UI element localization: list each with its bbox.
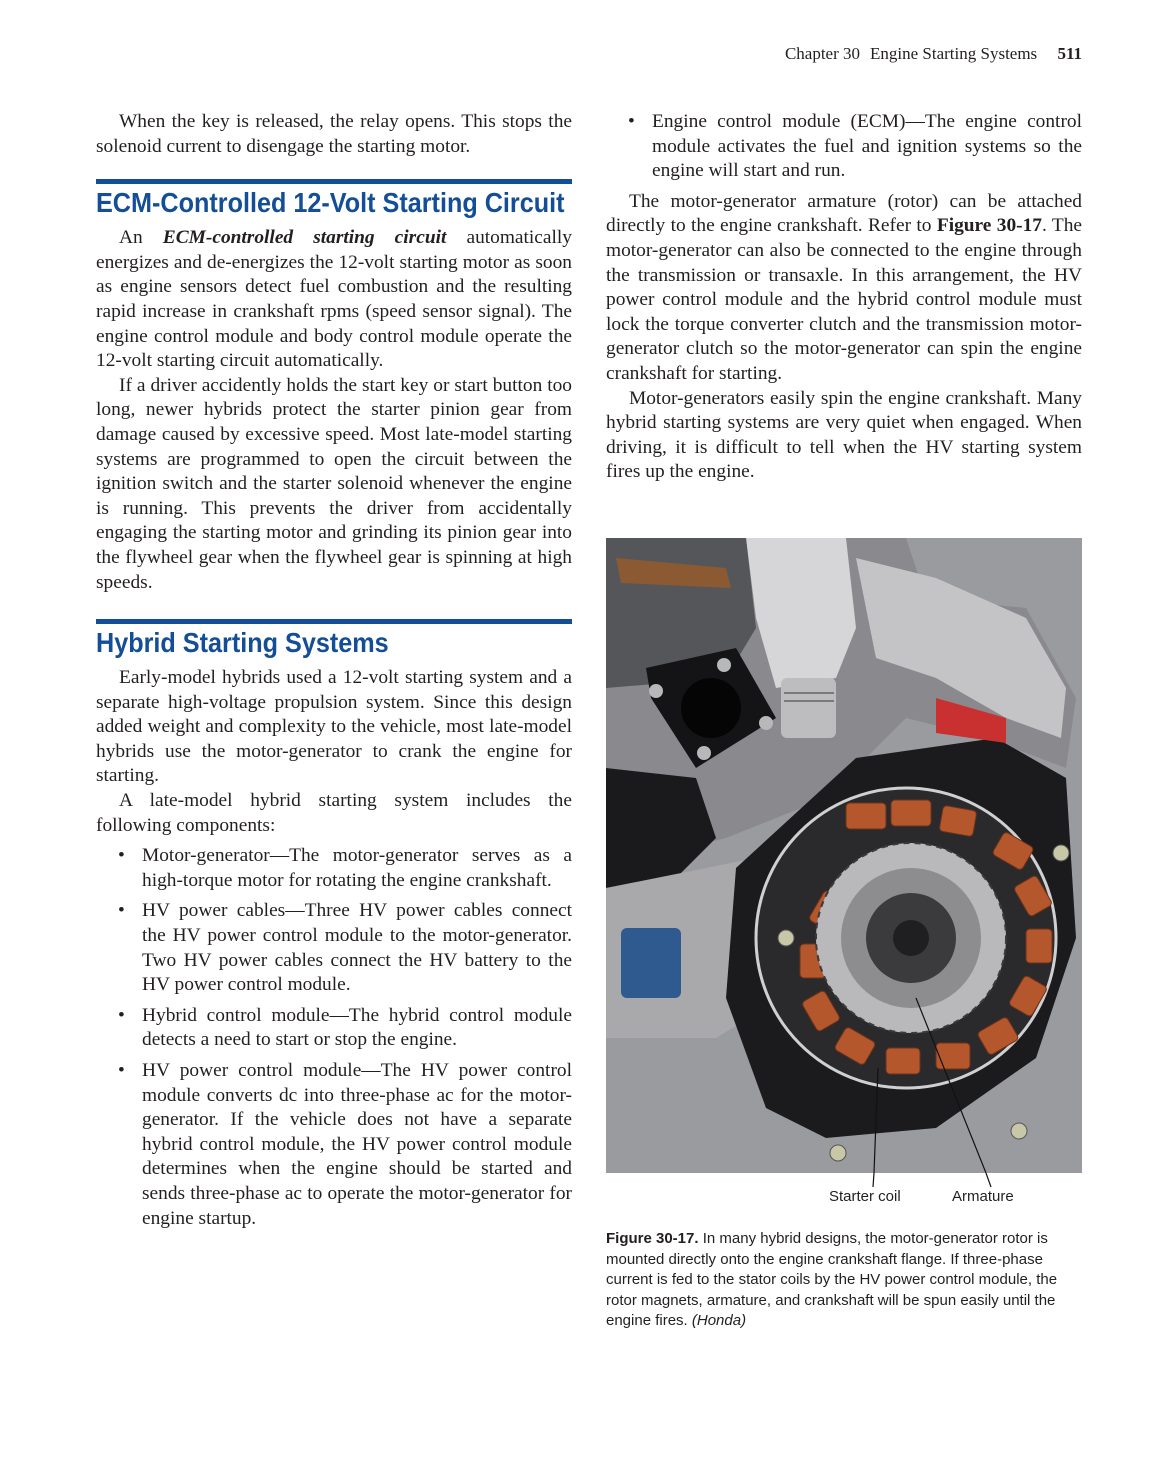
list-item: • Motor-generator—The motor-generator serves as a high-torque motor for rotating the engine crankshaft. — [96, 844, 572, 893]
right-column — [606, 110, 1082, 485]
caption-credit: (Honda) — [691, 1312, 747, 1330]
figure-caption — [606, 1229, 1082, 1332]
figure-motor-generator-photo — [606, 538, 1082, 1173]
paragraph: Early-model hybrids used a 12-volt starting system and a separate high-voltage propulsion system. Since this design added weight and complexity to the vehicle, most late-model hybrids use the motor-generator to crank the engine for starting. — [96, 667, 572, 787]
paragraph: Motor-generators easily spin the engine crankshaft. Many hybrid starting systems are very quiet when engaged. When driving, it is difficult to tell when the HV starting system fires up the engine. — [606, 387, 1082, 483]
caption-figure-number: Figure 30-17. — [606, 1230, 699, 1247]
list-item: • Engine control module (ECM)—The engine control module activates the fuel and ignition systems so the engine will start and run. — [606, 110, 1082, 184]
list-item: • HV power control module—The HV power control module converts dc into three-phase ac for the motor-generator. If the vehicle does not have a separate hybrid control module, the HV power control module determines when the engine should be started and sends three-phase ac to operate the motor-generator for engine startup. — [96, 1059, 572, 1231]
caption-text: In many hybrid designs, the motor-generator rotor is mounted directly onto the engine crankshaft flange. If three-phase current is fed to the stator coils by the HV power control module, the rotor magnets, armature, and crankshaft will be spun easily until the engine fires. — [606, 1230, 1058, 1330]
callout-starter-coil: Starter coil — [829, 1188, 901, 1205]
paragraph: The motor-generator armature (rotor) can be attached directly to the engine crankshaft. Refer to Figure 30-17. The motor-generator can also be connected to the engine through the transmission or transaxle. In this arrangement, the HV power control module and the hybrid control module must lock the torque converter clutch and the transmission motor-generator clutch so the motor-generator can spin the engine crankshaft for starting. — [606, 190, 1083, 384]
page-number: 511 — [1057, 44, 1082, 63]
section-heading-hybrid-starting: Hybrid Starting Systems — [96, 627, 389, 659]
paragraph: A late-model hybrid starting system includes the following components: — [96, 790, 572, 836]
callout-armature: Armature — [952, 1188, 1014, 1205]
list-item: • Hybrid control module—The hybrid control module detects a need to start or stop the engine. — [96, 1004, 572, 1053]
intro-paragraph: When the key is released, the relay opens. This stops the solenoid current to disengage the starting motor. — [96, 111, 572, 157]
leader-lines — [606, 1173, 1082, 1189]
list-item: • HV power cables—Three HV power cables connect the HV power control module to the motor-generator. Two HV power cables connect the HV battery to the HV power control module. — [96, 899, 572, 997]
chapter-label: Chapter 30 Engine Starting Systems — [784, 44, 1038, 63]
component-list — [96, 844, 572, 1231]
defined-term: ECM-controlled starting circuit — [162, 227, 447, 249]
figure-callouts — [606, 1188, 1082, 1212]
figure-reference: Figure 30-17 — [936, 215, 1043, 237]
engine-cutaway-illustration — [606, 538, 1082, 1173]
left-column — [96, 110, 572, 1237]
running-header — [0, 44, 1082, 64]
section-heading-ecm-starting: ECM-Controlled 12-Volt Starting Circuit — [96, 187, 565, 219]
component-list-continued — [606, 110, 1082, 184]
paragraph: If a driver accidently holds the start key or start button too long, newer hybrids protect the starter pinion gear from damage caused by excessive speed. Most late-model starting systems are programmed to open the circuit between the ignition switch and the starter solenoid whenever the engine is running. This prevents the driver from accidentally engaging the starting motor and grinding its pinion gear into the flywheel gear when the flywheel gear is spinning at high speeds. — [96, 374, 572, 593]
paragraph: An ECM-controlled starting circuit automatically energizes and de-energizes the 12-volt starting motor as soon as engine sensors detect fuel combustion and the resulting rapid increase in crankshaft rpms (speed sensor signal). The engine control module and body control module operate the 12-volt starting circuit automatically. — [96, 227, 572, 372]
